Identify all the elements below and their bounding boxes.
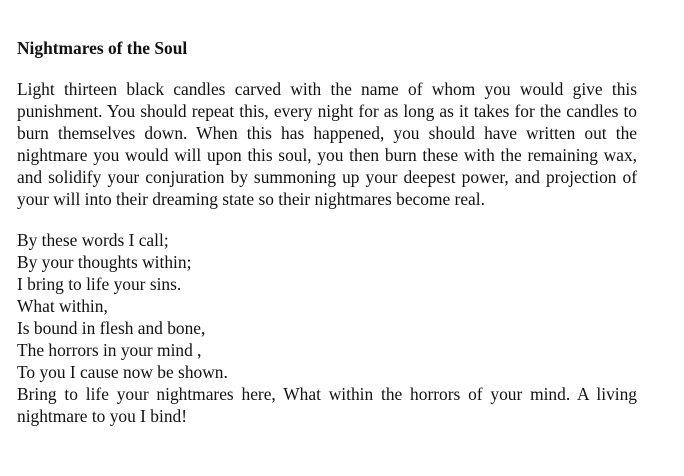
- verse-line: By your thoughts within;: [17, 252, 192, 272]
- closing-lines: Bring to life your nightmares here, What within the horrors of your mind. A living nightmare to you I bind!: [17, 384, 637, 426]
- verse-line: What within,: [17, 296, 108, 316]
- verse-line: The horrors in your mind ,: [17, 340, 202, 360]
- document-title: Nightmares of the Soul: [17, 38, 188, 58]
- verse-line: By these words I call;: [17, 230, 169, 250]
- verse-line: Is bound in flesh and bone,: [17, 318, 206, 338]
- document-page: [17, 37, 637, 427]
- incantation-verse: [17, 229, 637, 427]
- verse-line: To you I cause now be shown.: [17, 362, 228, 382]
- verse-line: I bring to life your sins.: [17, 274, 182, 294]
- instruction-paragraph: Light thirteen black candles carved with the name of whom you would give this punishment. You should repeat this, every night for as long as it takes for the candles to burn themselves down. When this has happened, you should have written out the nightmare you would will upon this soul, you then burn these with the remaining wax, and solidify your conjuration by summoning up your deepest power, and projection of your will into their dreaming state so their nightmares become real.: [17, 79, 637, 209]
